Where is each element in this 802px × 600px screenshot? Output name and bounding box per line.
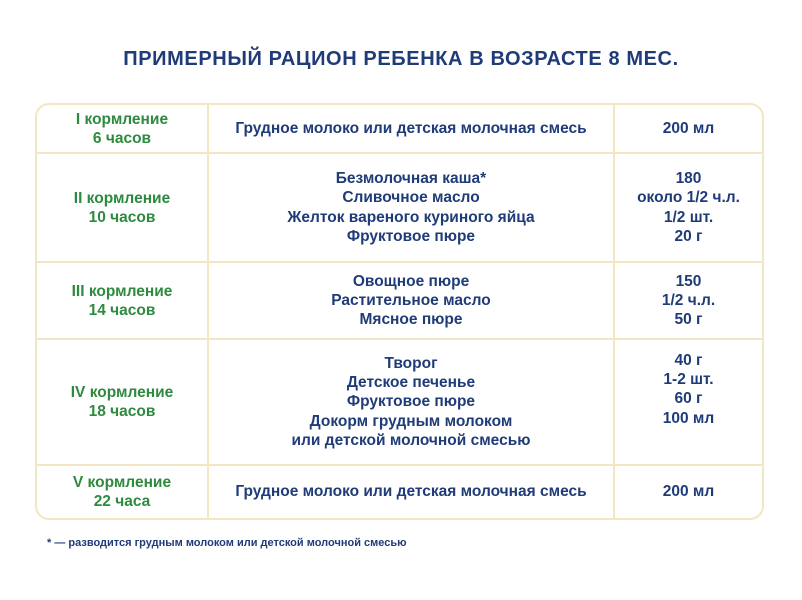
- food-item: Овощное пюре: [352, 272, 470, 290]
- food-item: или детской молочной смесью: [291, 431, 531, 449]
- food-item: Фруктовое пюре: [346, 393, 476, 411]
- food-item: Растительное масло: [331, 291, 491, 309]
- amount-item: 40 г: [674, 352, 703, 369]
- amount-item: 20 г: [674, 227, 703, 245]
- feeding-cell: [37, 105, 207, 152]
- amounts-cell: [615, 466, 762, 518]
- table-row: [37, 464, 762, 518]
- food-item: Детское печенье: [346, 374, 476, 392]
- food-item: Творог: [384, 354, 438, 372]
- food-item: Грудное молоко или детская молочная смесь: [235, 119, 587, 137]
- food-item: Мясное пюре: [359, 311, 463, 329]
- feeding-time: 10 часов: [88, 208, 156, 226]
- amounts-cell: [615, 263, 762, 338]
- amount-item: 1/2 шт.: [663, 208, 714, 226]
- amount-item: 200 мл: [662, 119, 715, 137]
- feeding-time: 6 часов: [92, 129, 152, 147]
- food-item: Желток вареного куриного яйца: [287, 208, 535, 226]
- page-title: ПРИМЕРНЫЙ РАЦИОН РЕБЕНКА В ВОЗРАСТЕ 8 МЕС.: [123, 48, 679, 70]
- amounts-cell: [615, 340, 762, 464]
- feeding-label: III кормление: [71, 282, 173, 300]
- footnote: * — разводится грудным молоком или детской молочной смесью: [47, 537, 407, 549]
- amount-item: 150: [675, 272, 702, 290]
- food-item: Безмолочная каша*: [335, 170, 487, 188]
- foods-cell: [207, 263, 615, 338]
- amount-item: 1/2 ч.л.: [661, 291, 716, 309]
- ration-table: [35, 103, 764, 520]
- amount-item: около 1/2 ч.л.: [637, 189, 740, 207]
- foods-cell: [207, 105, 615, 152]
- feeding-time: 22 часа: [93, 493, 151, 510]
- amounts-cell: [615, 154, 762, 261]
- amount-item: 200 мл: [662, 483, 715, 501]
- table-row: [37, 152, 762, 261]
- amount-item: 1-2 шт.: [663, 371, 714, 389]
- foods-cell: [207, 154, 615, 261]
- food-item: Сливочное масло: [342, 189, 480, 207]
- feeding-time: 18 часов: [88, 403, 156, 420]
- amount-item: 60 г: [674, 390, 703, 408]
- amounts-cell: [615, 105, 762, 152]
- foods-cell: [207, 466, 615, 518]
- food-item: Фруктовое пюре: [346, 227, 476, 245]
- food-item: Докорм грудным молоком: [309, 412, 513, 430]
- amount-item: 180: [675, 170, 702, 188]
- table-row: [37, 338, 762, 464]
- feeding-time: 14 часов: [88, 301, 156, 319]
- food-item: Грудное молоко или детская молочная смесь: [235, 483, 587, 501]
- feeding-label: I кормление: [75, 110, 169, 128]
- feeding-label: IV кормление: [70, 384, 174, 401]
- amount-item: 50 г: [674, 311, 703, 329]
- feeding-cell: [37, 263, 207, 338]
- feeding-label: V кормление: [72, 474, 172, 491]
- table-row: [37, 261, 762, 338]
- feeding-cell: [37, 466, 207, 518]
- feeding-cell: [37, 340, 207, 464]
- feeding-cell: [37, 154, 207, 261]
- amount-item: 100 мл: [662, 409, 715, 427]
- table-row: [37, 105, 762, 152]
- feeding-label: II кормление: [73, 189, 171, 207]
- foods-cell: [207, 340, 615, 464]
